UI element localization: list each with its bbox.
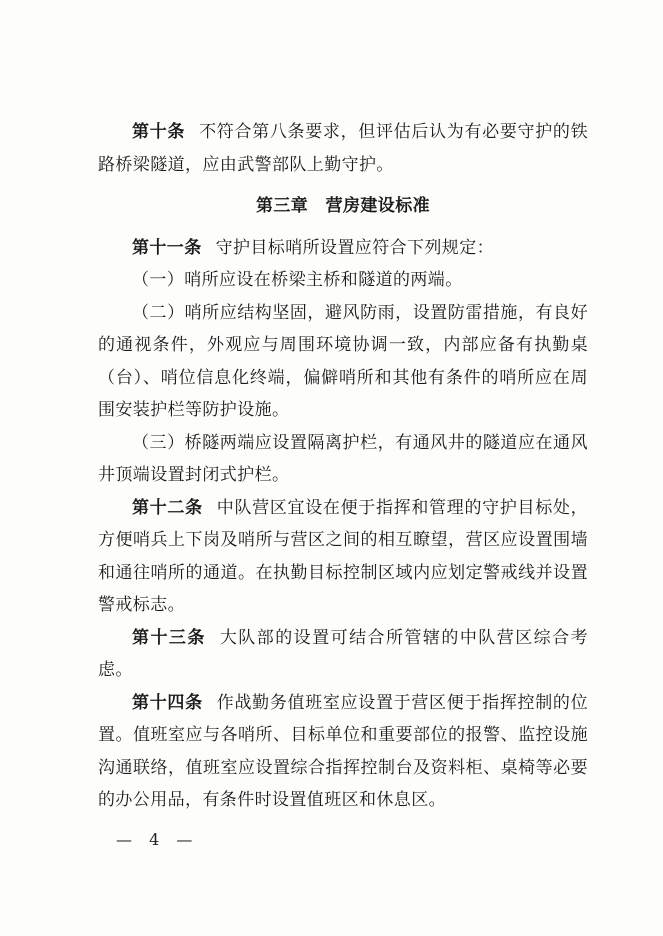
chapter-3-title: 第三章 营房建设标准 [256, 196, 430, 216]
article-11-item-2: （二）哨所应结构坚固，避风防雨，设置防雷措施，有良好的通视条件，外观应与周围环境协调一致，内部应备有执勤桌（台）、哨位信息化终端，偏僻哨所和其他有条件的哨所应在周围安装护栏等防护设施。 [98, 302, 588, 420]
article-11 [98, 232, 588, 265]
page-number: — 4 — [116, 830, 199, 849]
article-11-heading: 第十一条 [132, 237, 202, 258]
article-10 [98, 116, 588, 181]
article-13 [98, 622, 588, 687]
article-14-heading: 第十四条 [132, 692, 203, 713]
document-body [98, 116, 588, 817]
article-14 [98, 687, 588, 817]
article-13-text: 大队部的设置可结合所管辖的中队营区综合考虑。 [98, 627, 588, 680]
article-12-text: 中队营区宜设在便于指挥和管理的守护目标处，方便哨兵上下岗及哨所与营区之间的相互瞭望，营区应设置围墙和通往哨所的通道。在执勤目标控制区域内应划定警戒线并设置警戒标志。 [98, 497, 588, 615]
article-10-heading: 第十条 [132, 122, 186, 142]
article-10-text: 不符合第八条要求，但评估后认为有必要守护的铁路桥梁隧道，应由武警部队上勤守护。 [98, 122, 588, 175]
article-11-item-1: （一）哨所应设在桥梁主桥和隧道的两端。 [132, 270, 463, 290]
article-14-text: 作战勤务值班室应设置于营区便于指挥控制的位置。值班室应与各哨所、目标单位和重要部位的报警、监控设施沟通联络，值班室应设置综合指挥控制台及资料柜、桌椅等必要的办公用品，有条件时设置值班区和休息区。 [98, 692, 588, 810]
article-13-heading: 第十三条 [132, 627, 206, 648]
article-11-text: 守护目标哨所设置应符合下列规定： [215, 237, 495, 258]
article-12-heading: 第十二条 [132, 497, 203, 518]
article-12 [98, 492, 588, 622]
article-11-item-3: （三）桥隧两端应设置隔离护栏，有通风井的隧道应在通风井顶端设置封闭式护栏。 [98, 432, 588, 485]
